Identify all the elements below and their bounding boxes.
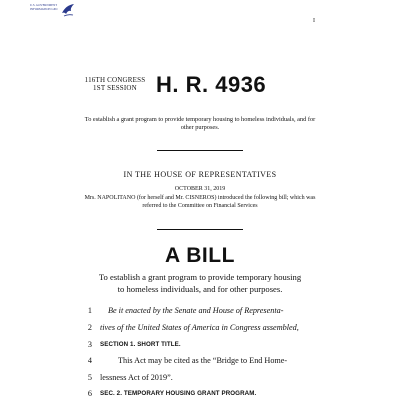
line-number: 2 [87, 323, 92, 332]
eagle-icon [60, 3, 76, 19]
line-number: 5 [87, 373, 92, 382]
divider-rule [157, 150, 243, 151]
a-bill-heading: A BILL [165, 244, 235, 267]
introduction-date: OCTOBER 31, 2019 [174, 186, 226, 192]
line-text: Be it enacted by the Senate and House of Representa- [108, 306, 284, 315]
sponsor-statement [80, 195, 320, 210]
purpose-long [78, 271, 322, 295]
purpose-summary: To establish a grant program to provide temporary housing to homeless individuals, and for other purposes. [84, 116, 316, 131]
sponsor-title: Mrs. [84, 195, 96, 201]
line-number: 3 [87, 340, 92, 349]
logo-text: U.S. GOVERNMENT INFORMATION GPO [30, 3, 58, 11]
session-label: 1ST SESSION [93, 84, 137, 92]
line-number: 1 [87, 306, 92, 315]
bill-header [80, 72, 340, 106]
line-text: lessness Act of 2019”. [100, 373, 173, 382]
congress-label: 116TH CONGRESS [84, 76, 146, 84]
line-number: 6 [87, 389, 92, 398]
sponsor-name-1: NAPOLITANO [97, 195, 136, 201]
sponsor-mid: (for herself and Mr. [136, 195, 184, 201]
sponsor-name-2: CISNEROS [185, 195, 215, 201]
page-number: I [313, 18, 315, 24]
purpose-long-line-1: To establish a grant program to provide temporary housing [98, 272, 302, 282]
line-text: tives of the United States of America in Congress assembled, [100, 323, 299, 332]
bill-number: H. R. 4936 [156, 72, 267, 97]
sponsor-rest: ) introduced the following bill; which was referred to the Committee on Financial Services [142, 195, 316, 209]
line-text: This Act may be cited as the “Bridge to End Home- [118, 356, 288, 365]
congress-session [80, 76, 150, 92]
divider-rule [157, 229, 243, 230]
line-number: 4 [87, 356, 92, 365]
purpose-long-line-2: to homeless individuals, and for other purposes. [117, 284, 283, 294]
section-heading: SEC. 2. TEMPORARY HOUSING GRANT PROGRAM. [100, 390, 257, 397]
chamber-heading: IN THE HOUSE OF REPRESENTATIVES [123, 170, 277, 179]
section-heading: SECTION 1. SHORT TITLE. [100, 341, 181, 348]
gpo-logo [30, 3, 78, 19]
